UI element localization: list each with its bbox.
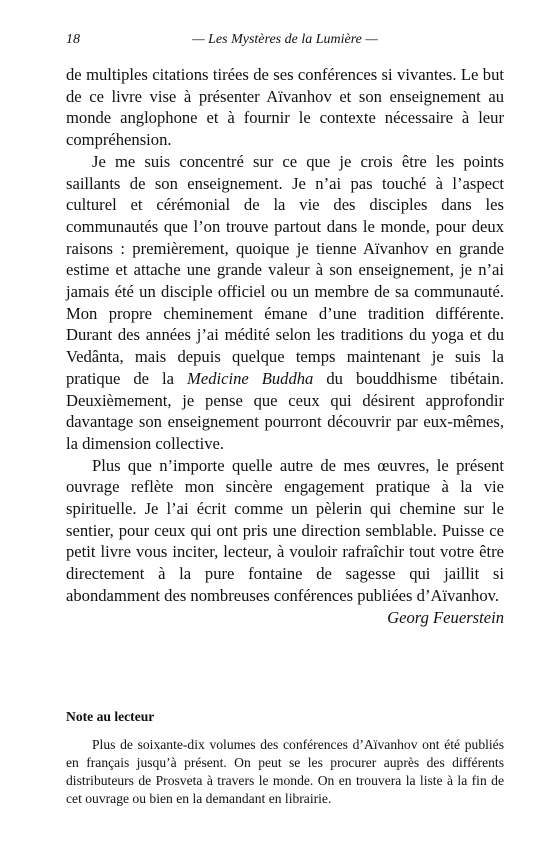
page-header — [66, 32, 504, 52]
reader-note — [66, 708, 504, 808]
paragraph-2-part-1: Je me suis concentré sur ce que je crois être les points saillants de son enseignement. Je n’ai pas touché à l’aspect culturel et cérémonial de la vie des disciples dans les communautés que l’on trouve partout dans le monde, pour deux raisons : premièrement, quoique je tienne Aïvanhov en grande estime et attache une grande valeur à son enseignement, je n’ai jamais été un disciple officiel ou un membre de sa communauté. Mon propre cheminement émane d’une tradition différente. Durant des années j’ai médité selon les traditions du yoga et du Vedânta, mais depuis quelque temps maintenant je suis la pratique de la — [66, 151, 504, 388]
medicine-buddha-italic: Medicine Buddha — [187, 368, 314, 388]
author-signature: Georg Feuerstein — [387, 607, 504, 627]
paragraph-2-part-2: du bouddhisme tibétain. Deuxièmement, je pense que ceux qui désirent approfondir davantage son enseignement pourront découvrir par eux-mêmes, la dimension collective. — [66, 368, 504, 453]
paragraph-2 — [66, 151, 504, 455]
page-number: 18 — [66, 32, 80, 47]
running-title: — Les Mystères de la Lumière — — [192, 32, 378, 47]
paragraph-3: Plus que n’importe quelle autre de mes œuvres, le présent ouvrage reflète mon sincère engagement pratique à la vie spirituelle. Je l’ai écrit comme un pèlerin qui chemine sur le sentier, pour ceux qui ont pris une direction semblable. Puisse ce petit livre vous inciter, lecteur, à vouloir rafraîchir tout votre être directement à la pure fontaine de sagesse qui jaillit si abondamment des nombreuses conférences publiées d’Aïvanhov. — [66, 455, 504, 605]
main-text — [66, 64, 504, 628]
note-title: Note au lecteur — [66, 709, 155, 724]
paragraph-1: de multiples citations tirées de ses conférences si vivantes. Le but de ce livre vise à présenter Aïvanhov et son enseignement au monde anglophone et à fournir le contexte nécessaire à leur compréhension. — [66, 65, 504, 150]
note-text: Plus de soixante-dix volumes des conférences d’Aïvanhov ont été publiés en français jusqu’à présent. On peut se les procurer auprès des différents distributeurs de Prosveta à travers le monde. On en trouvera la liste à la fin de cet ouvrage ou bien en la demandant en librairie. — [66, 737, 504, 806]
